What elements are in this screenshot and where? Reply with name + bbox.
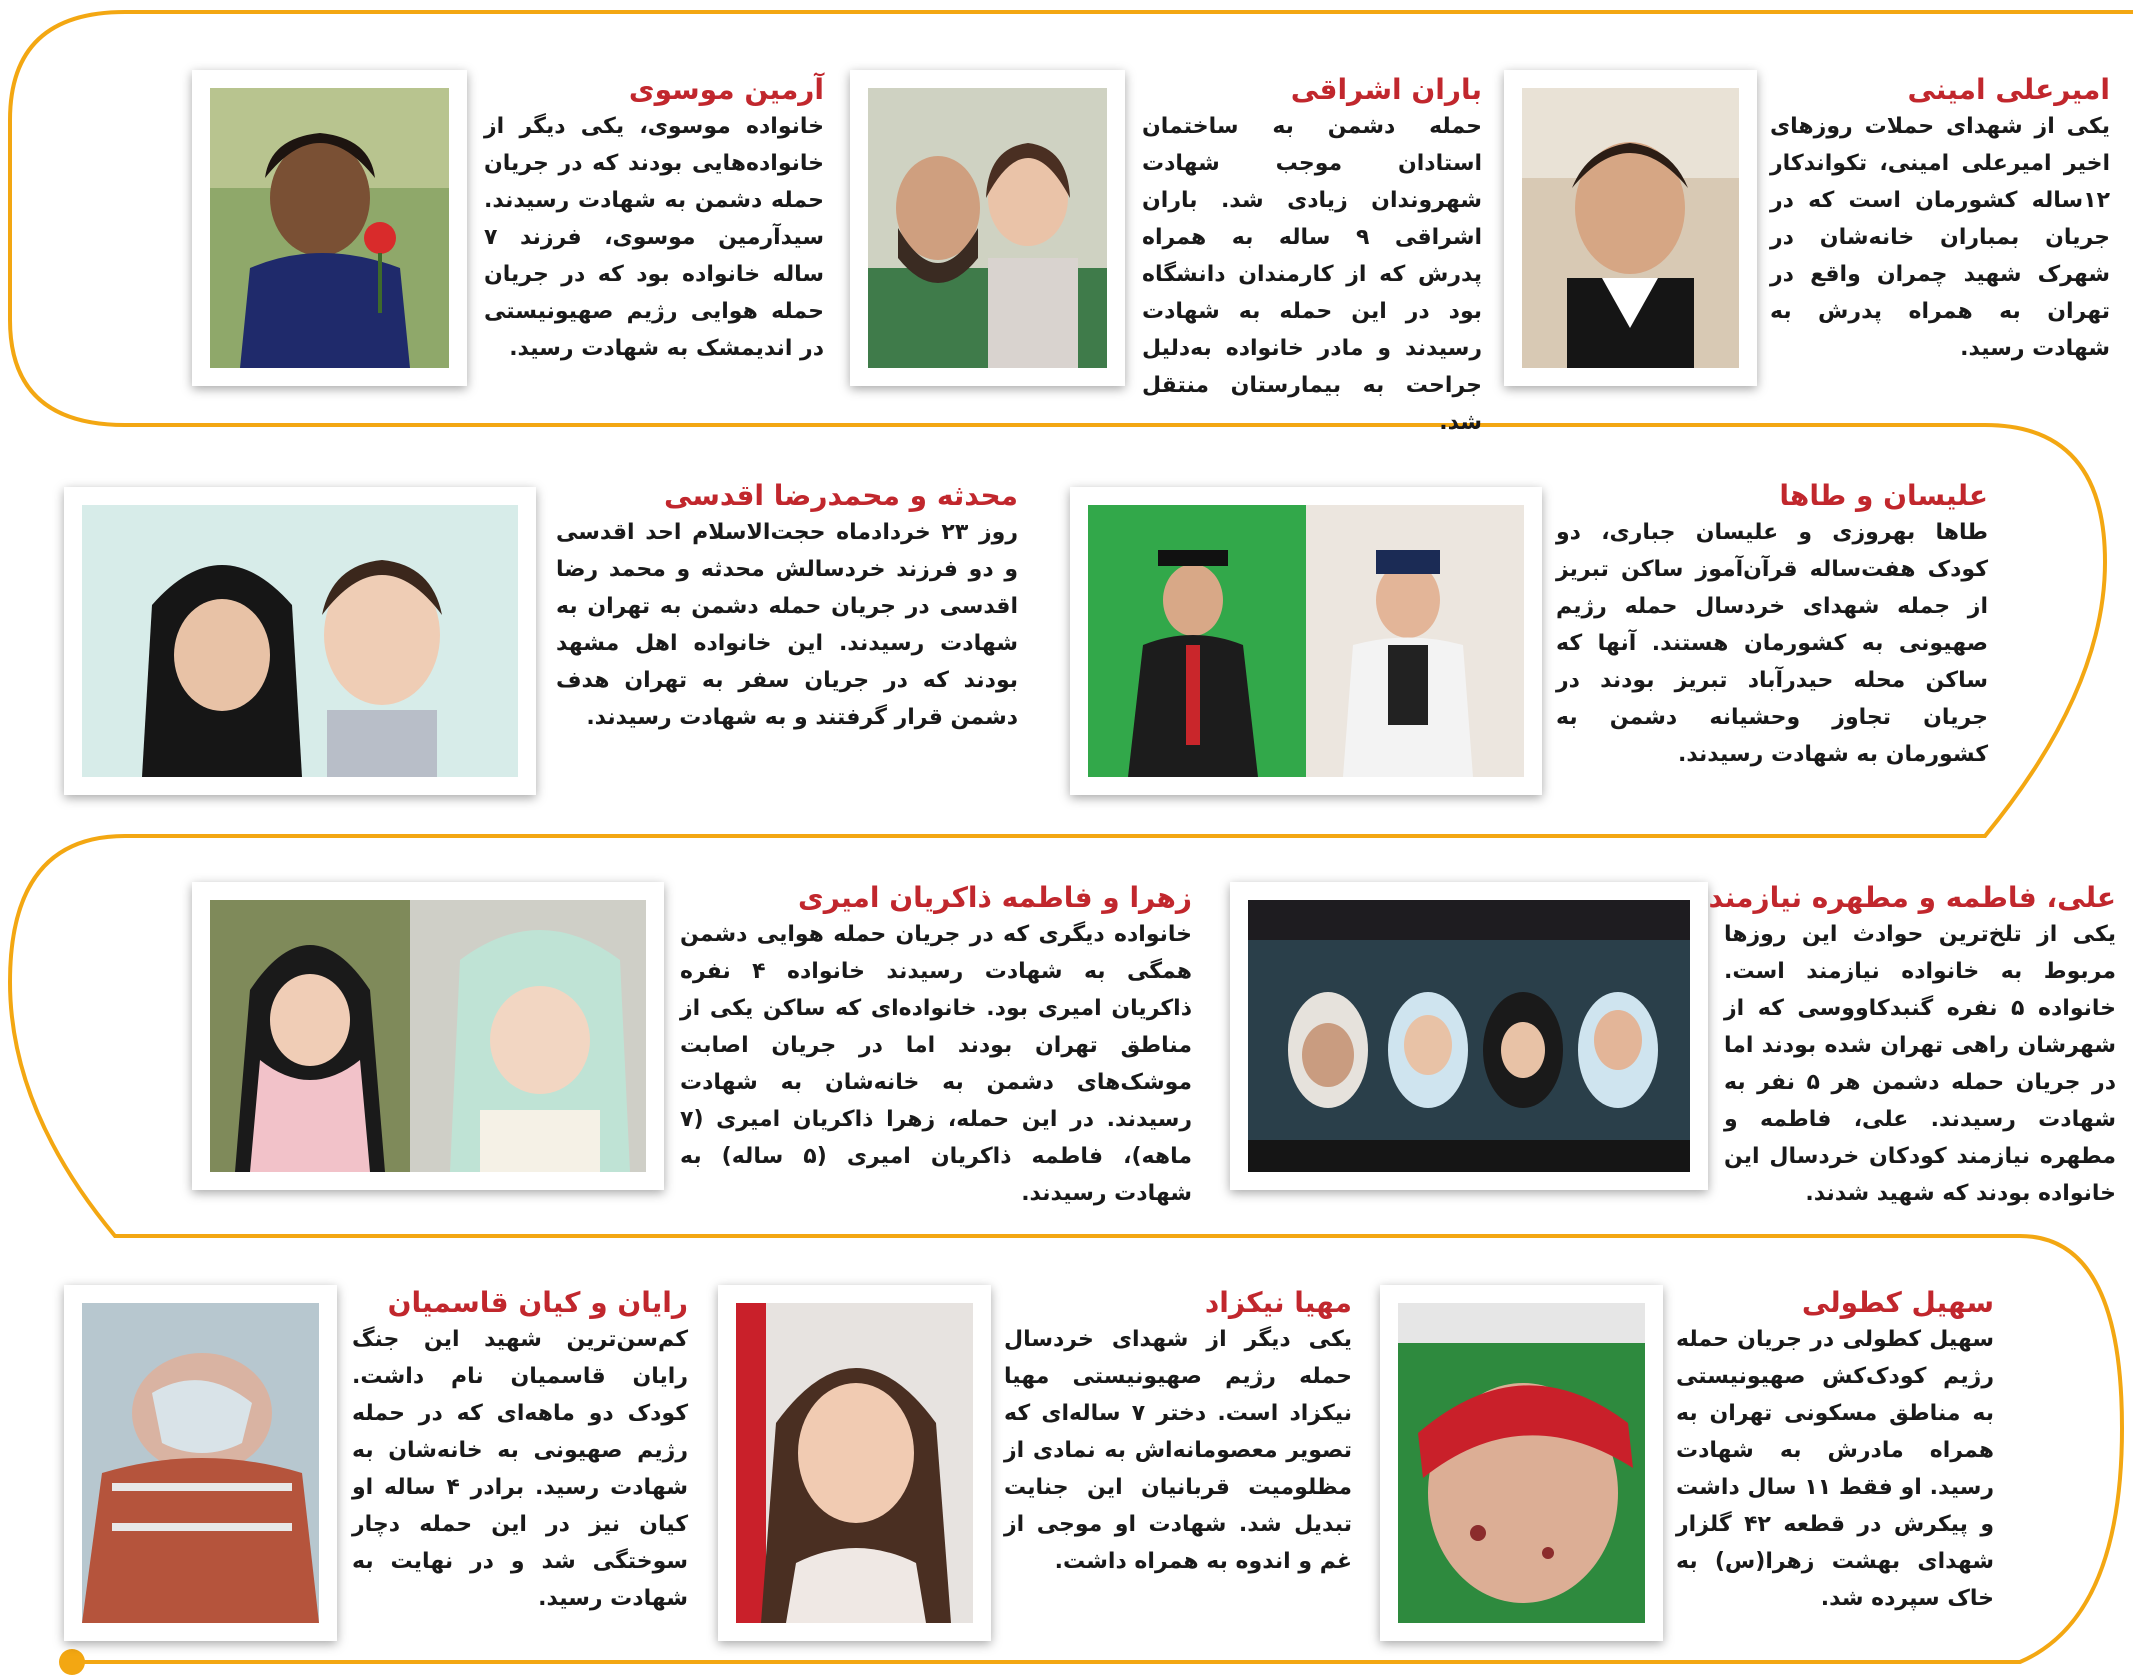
- entry-name: مهیا نیکزاد: [1204, 1286, 1352, 1319]
- entry-description: طاها بهروزی و علیسان جباری، دو کودک هفت‌ساله قرآن‌آموز ساکن تبریز از جمله شهدای خردسال حمله رژیم صهیونی به کشورمان هستند. آنها که ساکن محله حیدرآباد تبریز بودند در جریان تجاوز وحشیانه دشمن به کشورمان به شهادت رسیدند.: [1556, 520, 1988, 767]
- entry-description: کم‌سن‌ترین شهید این جنگ رایان قاسمیان نام داشت. کودک دو ماهه‌ای که در حمله رژیم صهیونی به خانه‌شان به شهادت رسید. برادر ۴ ساله او کیان نیز در این حمله دچار سوختگی شد و در نهایت به شهادت رسید.: [352, 1327, 688, 1611]
- entry-description: حمله دشمن به ساختمان استادان موجب شهادت شهروندان زیادی شد. باران اشراقی ۹ ساله به همراه پدرش که از کارمندان دانشگاه بود در این حمله به شهادت رسیدند و مادر خانواده به‌دلیل جراحت به بیمارستان منتقل شد.: [1142, 114, 1482, 435]
- entry-description: یکی دیگر از شهدای خردسال حمله رژیم صهیونیستی مهیا نیکزاد است. دختر ۷ ساله‌ای که تصویر معصومانه‌اش به نمادی از مظلومیت قربانیان این جنایت تبدیل شد. شهادت او موجی از غم و اندوه به همراه داشت.: [1004, 1327, 1352, 1574]
- entry-description: یکی از شهدای حملات روزهای اخیر امیرعلی امینی، تکواندکار ۱۲ساله کشورمان است که در جریان بمباران خانه‌شان در شهرک شهید چمران واقع در تهران به همراه پدرش به شهادت رسید.: [1770, 114, 2110, 361]
- infant-hospital-photo: [64, 1285, 337, 1641]
- entry-description: یکی از تلخ‌ترین حوادث این روزها مربوط به خانواده نیازمند است. خانواده ۵ نفره گنبدکاووسی که از شهرشان راهی تهران شده بودند اما در جریان حمله دشمن هر ۵ نفر به شهادت رسیدند. علی، فاطمه و مطهره نیازمند کودکان خردسال این خانواده بودند که شهید شدند.: [1724, 922, 2117, 1206]
- entry-name: آرمین موسوی: [628, 73, 824, 106]
- entry-description: روز ۲۳ خردادماه حجت‌الاسلام احد اقدسی و دو فرزند خردسالش محدثه و محمد رضا اقدسی در جریان حمله دشمن به تهران به شهادت رسیدند. این خانواده اهل مشهد بودند که در جریان سفر به تهران هدف دشمن قرار گرفتند و به شهادت رسیدند.: [556, 520, 1018, 730]
- entry-name: امیرعلی امینی: [1907, 73, 2110, 106]
- entry-name: باران اشراقی: [1290, 73, 1482, 106]
- entry-description: خانواده موسوی، یکی دیگر از خانواده‌هایی بودند که در جریان حمله دشمن به شهادت رسیدند. سیدآرمین موسوی، فرزند ۷ ساله خانواده بود که در جریان حمله هوایی رژیم صهیونیستی در اندیمشک به شهادت رسید.: [484, 114, 824, 361]
- family-banner-photo: [1230, 882, 1708, 1190]
- entry-name: زهرا و فاطمه ذاکریان امیری: [798, 881, 1192, 914]
- entry-name: رایان و کیان قاسمیان: [387, 1286, 688, 1319]
- girl-portrait-photo: [718, 1285, 991, 1641]
- entry-description: خانواده دیگری که در جریان حمله هوایی دشمن همگی به شهادت رسیدند خانواده ۴ نفره ذاکریان امیری بود. خانواده‌ای که ساکن یکی از مناطق تهران بودند اما در جریان اصابت موشک‌های دشمن به خانه‌شان به شهادت رسیدند. در این حمله، زهرا ذاکریان امیری (۷ ماهه)، فاطمه ذاکریان امیری (۵ ساله) به شهادت رسیدند.: [680, 922, 1192, 1206]
- timeline-end-dot: [59, 1649, 85, 1675]
- father-daughter-photo: [850, 70, 1125, 386]
- portrait-boy-photo: [1504, 70, 1757, 386]
- girl-and-baby-photo: [192, 882, 664, 1190]
- entry-name: محدثه و محمدرضا اقدسی: [664, 479, 1018, 512]
- entry-description: سهیل کطولی در جریان حمله رژیم کودک‌کش صهیونیستی به مناطق مسکونی تهران به همراه مادرش به شهادت رسید. او فقط ۱۱ سال داشت و پیکرش در قطعه ۴۲ گلزار شهدای بهشت زهرا(س) به خاک سپرده شد.: [1676, 1327, 1994, 1611]
- boy-with-flower-photo: [192, 70, 467, 386]
- sister-brother-photo: [64, 487, 536, 795]
- entry-name: علی، فاطمه و مطهره نیازمند: [1708, 881, 2116, 914]
- boy-with-headband-photo: [1380, 1285, 1663, 1641]
- two-boys-photo: [1070, 487, 1542, 795]
- entry-name: سهیل کطولی: [1801, 1286, 1994, 1319]
- entry-name: علیسان و طاها: [1779, 479, 1988, 512]
